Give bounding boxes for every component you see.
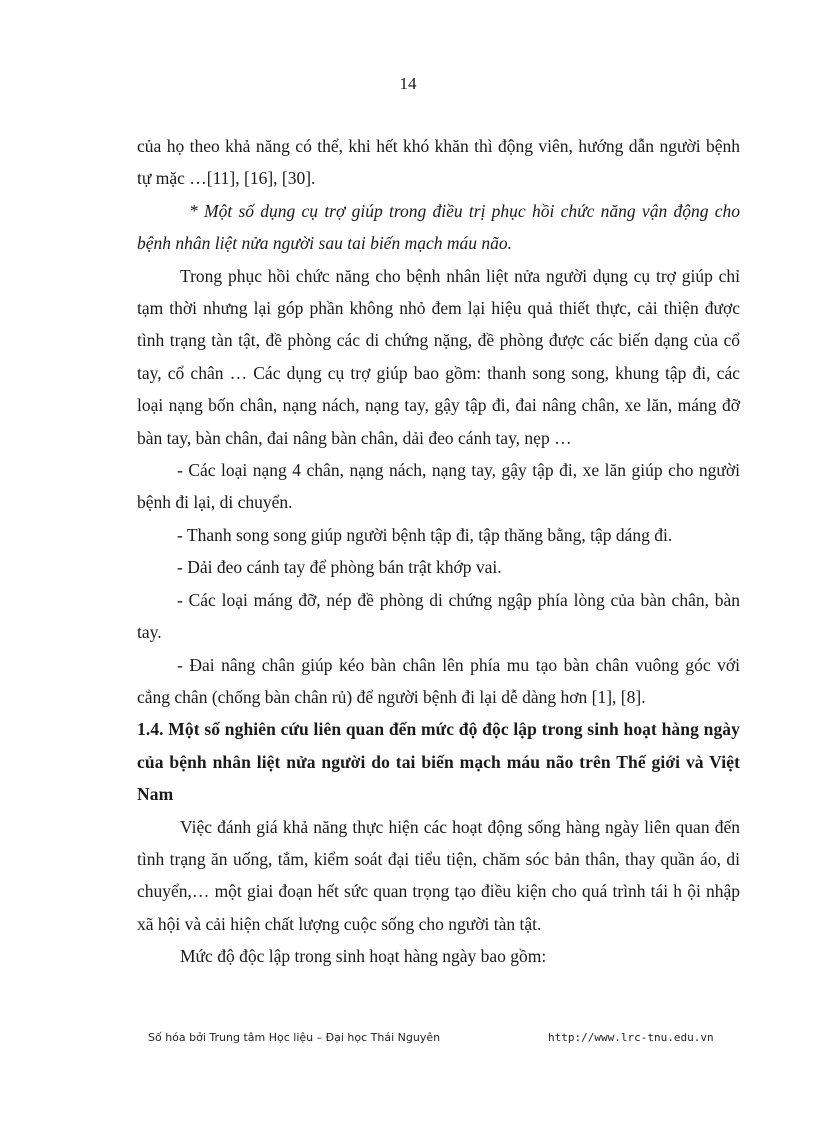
section-heading: 1.4. Một số nghiên cứu liên quan đến mức độ độc lập trong sinh hoạt hàng ngày của bệnh nhân liệt nửa người do tai biến mạch máu não trên Thế giới và Việt Nam [137,719,740,805]
paragraph-continuation: của họ theo khả năng có thể, khi hết khó khăn thì động viên, hướng dẫn người bệnh tự mặc …[11], [16], [30]. [137,136,740,189]
document-body [137,130,740,973]
paragraph-assistive-devices: Trong phục hồi chức năng cho bệnh nhân liệt nửa người dụng cụ trợ giúp chỉ tạm thời nhưng lại góp phần không nhỏ đem lại hiệu quả thiết thực, cải thiện được tình trạng tàn tật, đề phòng các di chứng nặng, đề phòng được các biến dạng của cổ tay, cổ chân … Các dụng cụ trợ giúp bao gồm: thanh song song, khung tập đi, các loại nạng bốn chân, nạng nách, nạng tay, gậy tập đi, đai nâng chân, xe lăn, máng đỡ bàn tay, bàn chân, đai nâng bàn chân, dải đeo cánh tay, nẹp … [137,265,740,448]
list-item-crutches: - Các loại nạng 4 chân, nạng nách, nạng tay, gậy tập đi, xe lăn giúp cho người bệnh đi lại, di chuyển. [137,460,740,513]
page-number: 14 [399,74,417,93]
footer-source: Số hóa bởi Trung tâm Học liệu – Đại học Thái Nguyên [148,1031,441,1044]
list-item-splints: - Các loại máng đỡ, nép đề phòng di chứng ngập phía lòng của bàn chân, bàn tay. [137,589,740,643]
list-item-arm-sling: - Dải đeo cánh tay để phòng bán trật khớp vai. [177,557,502,578]
list-item-foot-lifter: - Đai nâng chân giúp kéo bàn chân lên phía mu tạo bàn chân vuông góc với cẳng chân (chống bàn chân rủ) để người bệnh đi lại dễ dàng hơn [1], [8]. [137,654,740,707]
paragraph-italic-subheading: * Một số dụng cụ trợ giúp trong điều trị phục hồi chức năng vận động cho bệnh nhân liệt nửa người sau tai biến mạch máu não. [137,200,740,254]
footer-url: http://www.lrc-tnu.edu.vn [548,1031,714,1044]
list-item-parallel-bars: - Thanh song song giúp người bệnh tập đi, tập thăng bằng, tập dáng đi. [177,524,673,545]
paragraph-adl-assessment: Việc đánh giá khả năng thực hiện các hoạt động sống hàng ngày liên quan đến tình trạng ăn uống, tắm, kiểm soát đại tiểu tiện, chăm sóc bản thân, thay quần áo, di chuyển,… một giai đoạn hết sức quan trọng tạo điều kiện cho quá trình tái h ội nhập xã hội và cải hiện chất lượng cuộc sống cho người tàn tật. [137,816,740,934]
paragraph-independence-levels: Mức độ độc lập trong sinh hoạt hàng ngày bao gồm: [180,946,547,967]
